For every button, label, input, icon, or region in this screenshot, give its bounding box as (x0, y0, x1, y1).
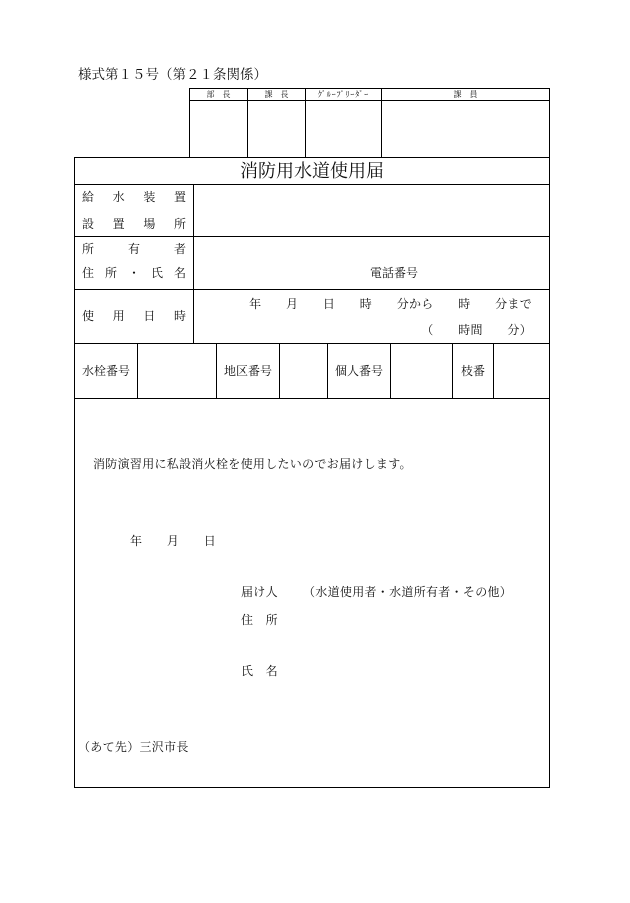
recipient-line: （あて先）三沢市長 (78, 740, 189, 754)
installation-location-value-area (194, 185, 549, 236)
numbers-row (75, 344, 549, 399)
notifier-name-label: 氏 名 (241, 664, 278, 678)
installation-location-label-line1: 給 水 装 置 (82, 190, 186, 204)
owner-label-line1: 所 有 者 (82, 242, 186, 256)
approval-header-group-leader: ｸﾞﾙｰﾌﾟﾘｰﾀﾞｰ (306, 89, 381, 101)
installation-location-label-cell (75, 185, 194, 236)
submission-date-line: 年 月 日 (130, 534, 217, 548)
title-row (75, 158, 549, 185)
usage-datetime-label: 使 用 日 時 (82, 309, 186, 323)
approval-header-department-head: 部 長 (190, 89, 247, 101)
notifier-address-label: 住 所 (241, 613, 278, 627)
approval-header-section-head: 課 長 (248, 89, 305, 101)
district-number-label: 地区番号 (217, 344, 280, 398)
form-number: 様式第１５号（第２１条関係） (78, 67, 267, 82)
stamp-cell-section-head (248, 101, 305, 157)
stamp-cell-group-leader (306, 101, 381, 157)
notifier-types: （水道使用者・水道所有者・その他） (303, 585, 513, 599)
declaration-section (75, 399, 549, 787)
hydrant-number-value-cell (138, 344, 217, 398)
approval-stamp-box (189, 88, 550, 158)
stamp-cell-department-head (190, 101, 247, 157)
usage-datetime-label-cell (75, 290, 194, 343)
notification-form (74, 157, 550, 788)
notifier-label: 届け人 (241, 585, 278, 599)
owner-label-line2: 住 所 ・ 氏 名 (82, 266, 186, 280)
installation-location-label-line2: 設 置 場 所 (82, 217, 186, 231)
district-number-value-cell (280, 344, 328, 398)
approval-column-staff (382, 89, 549, 157)
form-title: 消防用水道使用届 (240, 161, 384, 181)
branch-number-label: 枝番 (453, 344, 494, 398)
usage-duration-line: （ 時間 分） (421, 323, 532, 337)
owner-row (75, 237, 549, 290)
branch-number-value-cell (494, 344, 549, 398)
personal-number-value-cell (391, 344, 453, 398)
hydrant-number-label: 水栓番号 (75, 344, 138, 398)
stamp-cell-staff (382, 101, 549, 157)
phone-number-label: 電話番号 (370, 266, 419, 280)
approval-header-staff: 課 員 (382, 89, 549, 101)
approval-column-section-head (248, 89, 306, 157)
declaration-text: 消防演習用に私設消火栓を使用したいのでお届けします。 (93, 457, 412, 471)
approval-column-group-leader (306, 89, 382, 157)
usage-datetime-row (75, 290, 549, 344)
usage-datetime-period-line: 年 月 日 時 分から 時 分まで (249, 297, 532, 311)
approval-column-department-head (190, 89, 248, 157)
owner-value-area (194, 237, 549, 289)
installation-location-row (75, 185, 549, 237)
owner-label-cell (75, 237, 194, 289)
personal-number-label: 個人番号 (328, 344, 391, 398)
